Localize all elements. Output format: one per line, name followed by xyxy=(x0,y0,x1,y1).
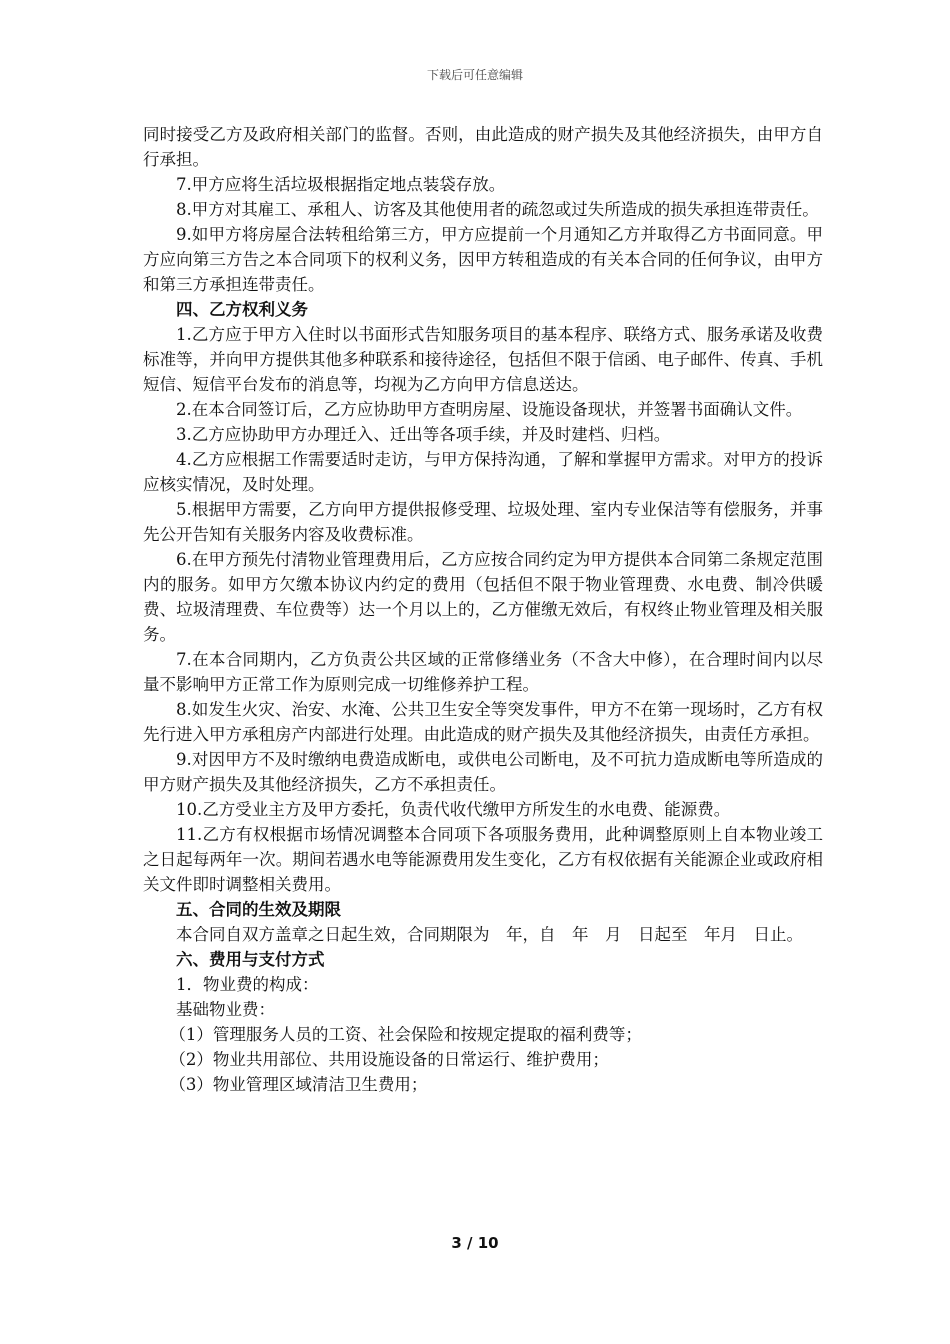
paragraph: 9.对因甲方不及时缴纳电费造成断电，或供电公司断电，及不可抗力造成断电等所造成的甲方财产损失及其他经济损失，乙方不承担责任。 xyxy=(143,750,823,794)
document-body xyxy=(143,122,823,1097)
paragraph: 6.在甲方预先付清物业管理费用后，乙方应按合同约定为甲方提供本合同第二条规定范围内的服务。如甲方欠缴本协议内约定的费用（包括但不限于物业管理费、水电费、制冷供暖费、垃圾清理费、车位费等）达一个月以上的，乙方催缴无效后，有权终止物业管理及相关服务。 xyxy=(143,550,823,644)
paragraph: 7.甲方应将生活垃圾根据指定地点装袋存放。 xyxy=(176,175,506,194)
paragraph: 10.乙方受业主方及甲方委托，负责代收代缴甲方所发生的水电费、能源费。 xyxy=(176,800,731,819)
page-number: 3 / 10 xyxy=(451,1234,499,1252)
paragraph: 1．物业费的构成： xyxy=(176,975,319,994)
paragraph: 2.在本合同签订后，乙方应协助甲方查明房屋、设施设备现状，并签署书面确认文件。 xyxy=(176,400,803,419)
section-heading: 五、合同的生效及期限 xyxy=(176,900,341,919)
paragraph: 3.乙方应协助甲方办理迁入、迁出等各项手续，并及时建档、归档。 xyxy=(176,425,671,444)
paragraph: 本合同自双方盖章之日起生效，合同期限为 年，自 年 月 日起至 年月 日止。 xyxy=(176,925,803,944)
paragraph: 11.乙方有权根据市场情况调整本合同项下各项服务费用，此种调整原则上自本物业竣工之日起每两年一次。期间若遇水电等能源费用发生变化，乙方有权依据有关能源企业或政府相关文件即时调整相关费用。 xyxy=(143,825,823,894)
section-heading: 六、费用与支付方式 xyxy=(176,950,325,969)
paragraph: 同时接受乙方及政府相关部门的监督。否则，由此造成的财产损失及其他经济损失，由甲方自行承担。 xyxy=(143,125,823,169)
list-item: （3）物业管理区域清洁卫生费用； xyxy=(169,1075,428,1094)
list-item: （2）物业共用部位、共用设施设备的日常运行、维护费用； xyxy=(169,1050,609,1069)
paragraph: 5.根据甲方需要，乙方向甲方提供报修受理、垃圾处理、室内专业保洁等有偿服务，并事先公开告知有关服务内容及收费标准。 xyxy=(143,500,823,544)
paragraph: 8.甲方对其雇工、承租人、访客及其他使用者的疏忽或过失所造成的损失承担连带责任。 xyxy=(176,200,819,219)
paragraph: 基础物业费： xyxy=(176,1000,275,1019)
list-item: （1）管理服务人员的工资、社会保险和按规定提取的福利费等； xyxy=(169,1025,642,1044)
page-header: 下载后可任意编辑 xyxy=(426,68,523,82)
section-heading: 四、乙方权利义务 xyxy=(176,300,308,319)
paragraph: 9.如甲方将房屋合法转租给第三方，甲方应提前一个月通知乙方并取得乙方书面同意。甲方应向第三方告之本合同项下的权利义务，因甲方转租造成的有关本合同的任何争议，由甲方和第三方承担连带责任。 xyxy=(143,225,823,294)
paragraph: 1.乙方应于甲方入住时以书面形式告知服务项目的基本程序、联络方式、服务承诺及收费标准等，并向甲方提供其他多种联系和接待途径，包括但不限于信函、电子邮件、传真、手机短信、短信平台发布的消息等，均视为乙方向甲方信息送达。 xyxy=(143,325,823,394)
paragraph: 8.如发生火灾、治安、水淹、公共卫生安全等突发事件，甲方不在第一现场时，乙方有权先行进入甲方承租房产内部进行处理。由此造成的财产损失及其他经济损失，由责任方承担。 xyxy=(143,700,823,744)
paragraph: 7.在本合同期内，乙方负责公共区域的正常修缮业务（不含大中修），在合理时间内以尽量不影响甲方正常工作为原则完成一切维修养护工程。 xyxy=(143,650,823,694)
paragraph: 4.乙方应根据工作需要适时走访，与甲方保持沟通，了解和掌握甲方需求。对甲方的投诉应核实情况，及时处理。 xyxy=(143,450,823,494)
